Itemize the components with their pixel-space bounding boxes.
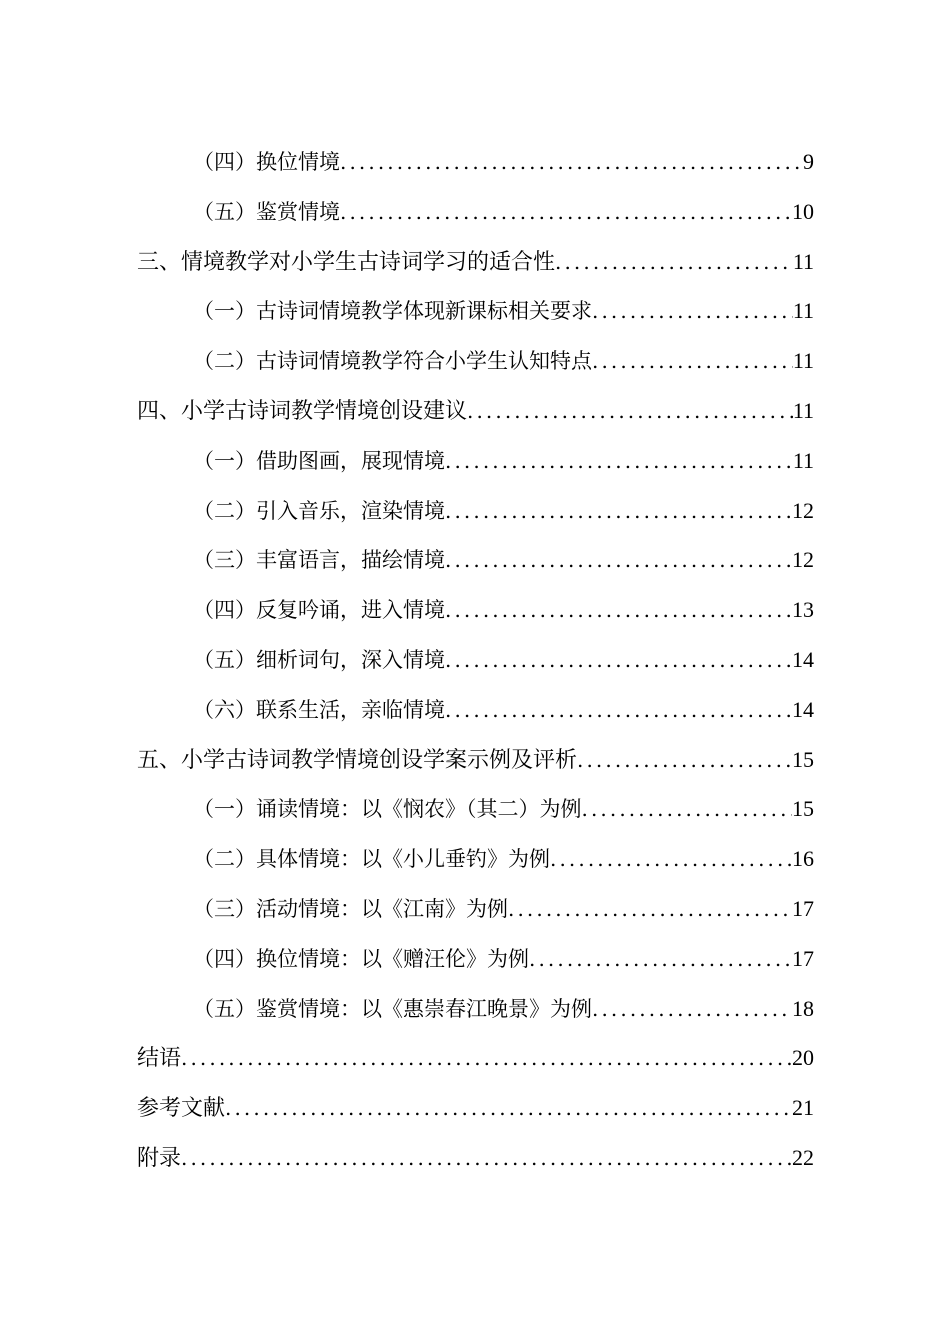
toc-dot-leader <box>550 835 792 884</box>
toc-dot-leader <box>555 238 793 287</box>
toc-dot-leader <box>225 1084 792 1133</box>
toc-dot-leader <box>340 138 803 187</box>
toc-dot-leader <box>467 387 793 436</box>
toc-entry-title: 三、情境教学对小学生古诗词学习的适合性 <box>137 249 556 275</box>
toc-entry[interactable] <box>137 984 814 1034</box>
toc-entry-title: 附录 <box>137 1145 182 1171</box>
toc-entry[interactable] <box>137 187 814 237</box>
toc-entry-title: 参考文献 <box>137 1096 226 1122</box>
toc-entry-page: 10 <box>792 198 814 224</box>
toc-entry-page: 11 <box>792 447 814 473</box>
toc-entry-page: 13 <box>792 597 814 623</box>
toc-entry-title: （二）具体情境：以《小儿垂钓》为例 <box>193 847 550 872</box>
toc-chapter-entry[interactable] <box>137 1133 814 1183</box>
toc-dot-leader <box>529 935 792 984</box>
toc-entry[interactable] <box>137 436 814 486</box>
toc-dot-leader <box>181 1134 792 1183</box>
toc-entry[interactable] <box>137 486 814 536</box>
toc-entry-page: 11 <box>792 248 814 274</box>
toc-entry-title: （五）细析词句，深入情境 <box>193 647 445 672</box>
toc-entry[interactable] <box>137 685 814 735</box>
toc-entry-page: 22 <box>792 1144 814 1170</box>
toc-entry-page: 21 <box>792 1095 814 1121</box>
toc-entry[interactable] <box>137 286 814 336</box>
toc-entry-title: （二）古诗词情境教学符合小学生认知特点 <box>193 349 592 374</box>
toc-dot-leader <box>181 1034 792 1083</box>
toc-entry-page: 14 <box>792 696 814 722</box>
toc-entry[interactable] <box>137 635 814 685</box>
toc-entry-title: （一）借助图画，展现情境 <box>193 448 445 473</box>
toc-entry-title: （三）丰富语言，描绘情境 <box>193 548 445 573</box>
toc-entry-page: 15 <box>792 746 814 772</box>
toc-dot-leader <box>445 636 792 685</box>
toc-entry-title: 四、小学古诗词教学情境创设建议 <box>137 398 468 424</box>
toc-dot-leader <box>340 188 792 237</box>
toc-entry[interactable] <box>137 784 814 834</box>
toc-chapter-entry[interactable] <box>137 237 814 287</box>
toc-entry[interactable] <box>137 884 814 934</box>
toc-dot-leader <box>508 885 792 934</box>
toc-chapter-entry[interactable] <box>137 386 814 436</box>
toc-entry-page: 9 <box>803 149 814 174</box>
toc-dot-leader <box>577 736 792 785</box>
toc-entry-page: 20 <box>792 1045 814 1071</box>
toc-entry-page: 11 <box>792 298 814 324</box>
toc-entry-page: 17 <box>792 895 814 921</box>
toc-entry-title: （四）换位情境：以《赠汪伦》为例 <box>193 946 529 971</box>
toc-entry-title: （五）鉴赏情境：以《惠崇春江晚景》为例 <box>193 996 592 1021</box>
toc-dot-leader <box>592 985 792 1034</box>
toc-entry-title: 结语 <box>137 1046 182 1072</box>
toc-dot-leader <box>445 536 792 585</box>
toc-entry[interactable] <box>137 834 814 884</box>
toc-entry[interactable] <box>137 934 814 984</box>
toc-entry-page: 16 <box>792 846 814 872</box>
toc-entry[interactable] <box>137 137 814 187</box>
toc-chapter-entry[interactable] <box>137 735 814 785</box>
toc-entry-page: 12 <box>792 497 814 523</box>
toc-entry-title: （四）反复吟诵，进入情境 <box>193 598 445 623</box>
toc-entry-title: （一）古诗词情境教学体现新课标相关要求 <box>193 299 592 324</box>
toc-entry-title: （一）诵读情境：以《悯农》（其二）为例 <box>193 797 582 822</box>
toc-entry-title: （二）引入音乐，渲染情境 <box>193 498 445 523</box>
toc-dot-leader <box>445 686 792 735</box>
toc-dot-leader <box>445 437 793 486</box>
toc-entry-page: 11 <box>792 397 814 423</box>
toc-entry-page: 11 <box>792 348 814 374</box>
toc-chapter-entry[interactable] <box>137 1083 814 1133</box>
toc-entry[interactable] <box>137 336 814 386</box>
toc-entry[interactable] <box>137 585 814 635</box>
toc-dot-leader <box>592 287 793 336</box>
toc-entry-title: 五、小学古诗词教学情境创设学案示例及评析 <box>137 747 578 773</box>
toc-dot-leader <box>592 337 793 386</box>
toc-entry-page: 17 <box>792 945 814 971</box>
toc-dot-leader <box>582 785 793 834</box>
toc-entry-page: 12 <box>792 547 814 573</box>
toc-entry-title: （四）换位情境 <box>193 150 340 174</box>
toc-entry-page: 15 <box>792 796 814 822</box>
table-of-contents <box>137 137 814 1183</box>
toc-dot-leader <box>445 487 792 536</box>
toc-entry-title: （三）活动情境：以《江南》为例 <box>193 896 508 921</box>
toc-chapter-entry[interactable] <box>137 1033 814 1083</box>
toc-entry[interactable] <box>137 535 814 585</box>
toc-dot-leader <box>445 586 792 635</box>
toc-entry-title: （六）联系生活，亲临情境 <box>193 697 445 722</box>
toc-entry-page: 18 <box>792 995 814 1021</box>
toc-entry-page: 14 <box>792 646 814 672</box>
toc-entry-title: （五）鉴赏情境 <box>193 199 340 224</box>
